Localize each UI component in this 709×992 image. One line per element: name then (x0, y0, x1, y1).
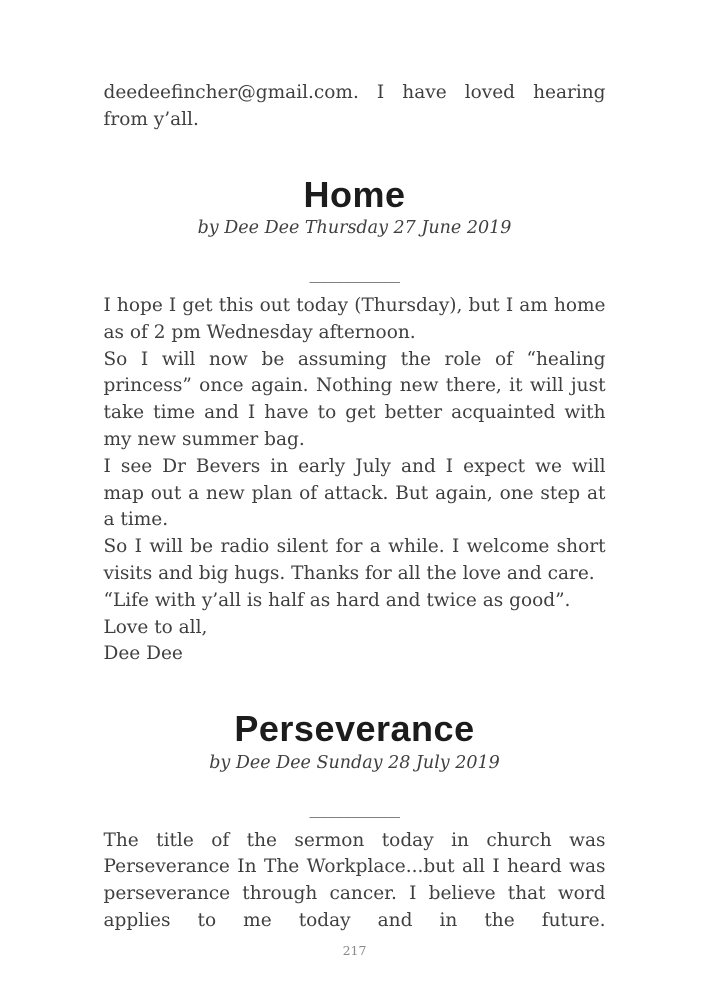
section-divider: ____________ (309, 263, 400, 283)
post-section-home (104, 174, 606, 669)
body-paragraph: So I will be radio silent for a while. I welcome short visits and big hugs. Thanks for all the love and care. (103, 536, 606, 584)
body-paragraph: “Life with y’all is half as hard and twice as good”. (103, 589, 571, 611)
body-paragraph: So I will now be assuming the role of “healing princess” once again. Nothing new there, it will just take time and I have to get better acquainted with my new summer bag. (103, 348, 606, 450)
body-paragraph: Love to all, (103, 616, 208, 638)
body-paragraph: Dee Dee (103, 643, 183, 665)
intro-paragraph: deedeefincher@gmail.com. I have loved hearing from y’all. (103, 82, 606, 130)
post-title: Home (303, 173, 406, 215)
page-number: 217 (342, 943, 367, 958)
post-title: Perseverance (234, 708, 475, 750)
page-content (104, 0, 606, 935)
post-byline: by Dee Dee Thursday 27 June 2019 (197, 217, 512, 238)
body-paragraph: I hope I get this out today (Thursday), but I am home as of 2 pm Wednesday afternoon. (103, 294, 606, 343)
body-paragraph: The title of the sermon today in church was Perseverance In The Workplace...but all I heard was perseverance through cancer. I believe that word applies to me today and in the future. (103, 829, 606, 931)
body-paragraph: I see Dr Bevers in early July and I expect we will map out a new plan of attack. But again, one step at a time. (103, 455, 606, 531)
post-byline: by Dee Dee Sunday 28 July 2019 (209, 752, 500, 773)
post-section-perseverance (104, 708, 606, 935)
section-divider: ____________ (309, 798, 400, 818)
